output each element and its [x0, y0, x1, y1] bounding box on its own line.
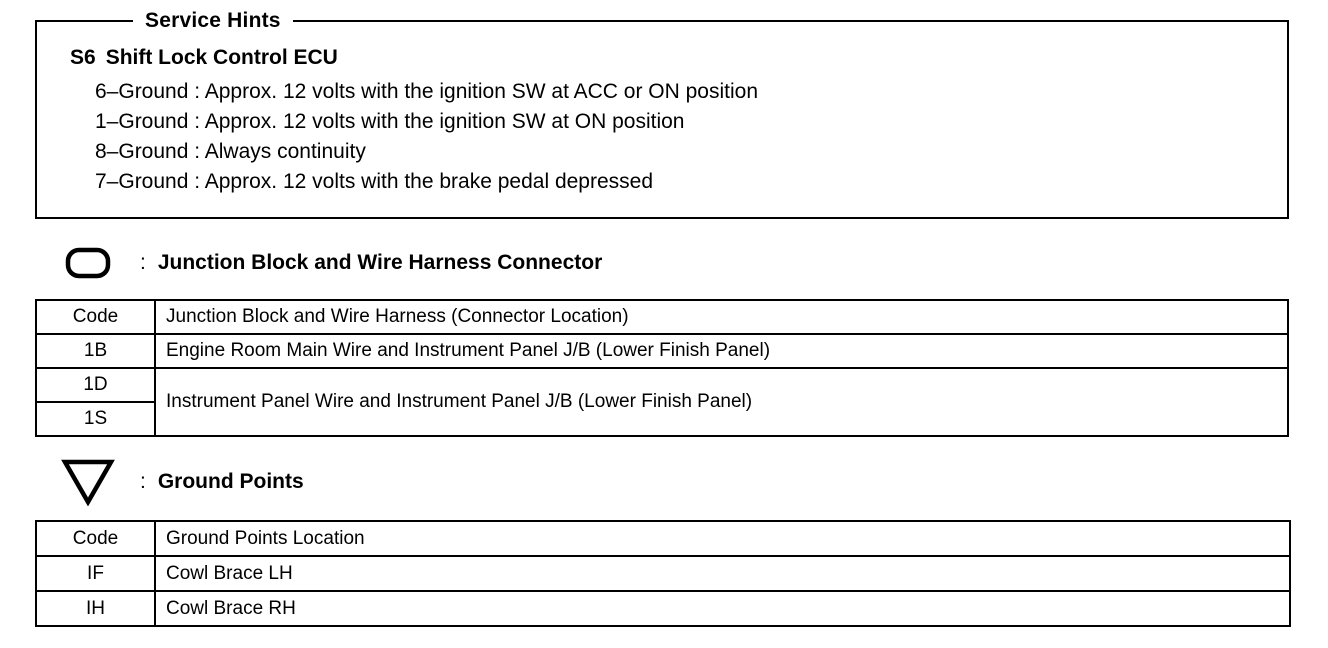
- row-description: Cowl Brace RH: [155, 591, 1290, 626]
- ground-points-title: Ground Points: [157, 470, 304, 493]
- row-code: 1D: [36, 368, 155, 402]
- table-row: [36, 368, 1288, 402]
- table-row: [36, 334, 1288, 368]
- heading-colon: :: [140, 470, 146, 493]
- hint-line: 7–Ground : Approx. 12 volts with the brake pedal depressed: [95, 170, 654, 193]
- component-heading: [70, 45, 338, 71]
- row-description: Engine Room Main Wire and Instrument Panel J/B (Lower Finish Panel): [155, 334, 1288, 368]
- row-code: 1B: [36, 334, 155, 368]
- component-name: Shift Lock Control ECU: [105, 46, 338, 69]
- table-header-row: [36, 300, 1288, 334]
- row-code: IH: [36, 591, 155, 626]
- row-code: IF: [36, 556, 155, 591]
- junction-block-title: Junction Block and Wire Harness Connector: [157, 251, 603, 274]
- row-description: Instrument Panel Wire and Instrument Panel J/B (Lower Finish Panel): [155, 368, 1288, 436]
- service-hints-list: [95, 77, 758, 197]
- ground-points-table: [35, 520, 1291, 627]
- header-code: Code: [36, 300, 155, 334]
- hint-line: 6–Ground : Approx. 12 volts with the ignition SW at ACC or ON position: [95, 80, 758, 103]
- table-row: [36, 556, 1290, 591]
- header-description: Junction Block and Wire Harness (Connector Location): [155, 300, 1288, 334]
- service-hints-title: Service Hints: [133, 9, 293, 33]
- table-header-row: [36, 521, 1290, 556]
- header-description: Ground Points Location: [155, 521, 1290, 556]
- row-description: Cowl Brace LH: [155, 556, 1290, 591]
- junction-block-heading: [58, 241, 602, 285]
- hint-line: 8–Ground : Always continuity: [95, 140, 366, 163]
- service-hints-box: [35, 9, 1289, 219]
- hint-line: 1–Ground : Approx. 12 volts with the ignition SW at ON position: [95, 110, 685, 133]
- header-code: Code: [36, 521, 155, 556]
- rounded-rectangle-icon: [58, 241, 118, 285]
- component-code: S6: [70, 46, 96, 69]
- ground-triangle-icon: [58, 460, 118, 504]
- row-code: 1S: [36, 402, 155, 436]
- table-row: [36, 591, 1290, 626]
- ground-points-heading: [58, 460, 304, 504]
- heading-colon: :: [140, 251, 146, 274]
- junction-block-table: [35, 299, 1289, 437]
